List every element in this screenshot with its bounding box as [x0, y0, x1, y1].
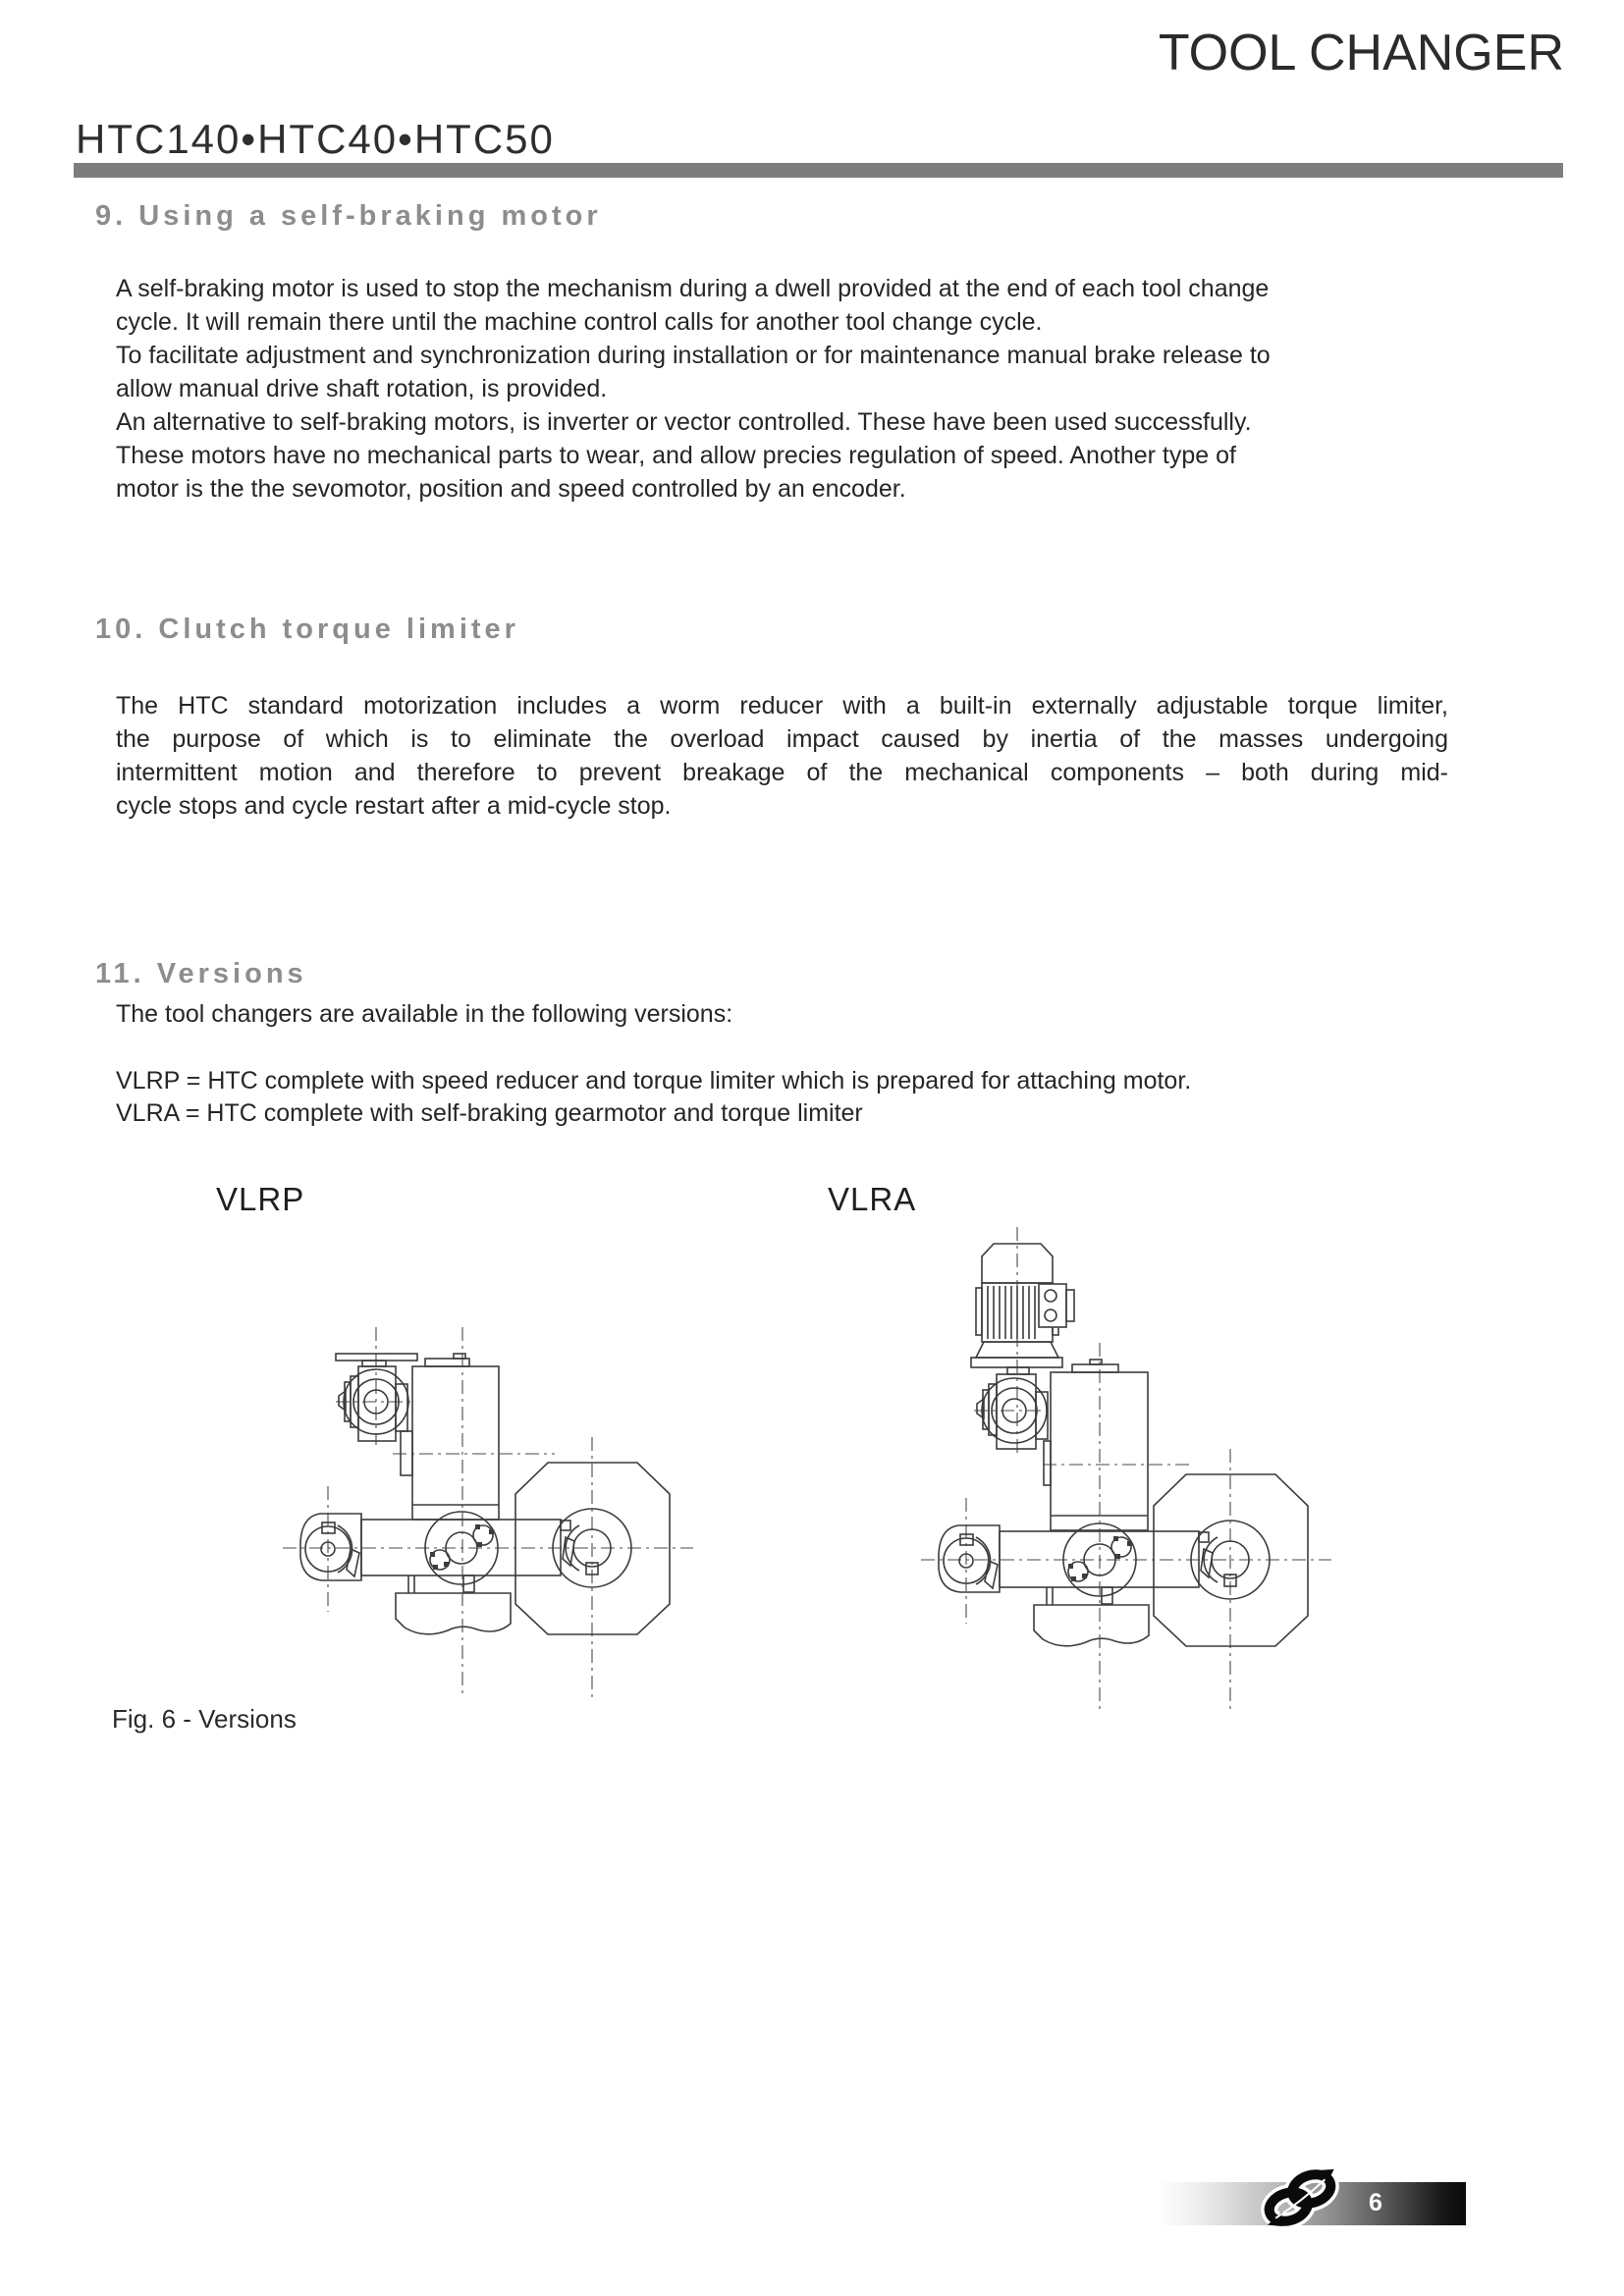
section-10-heading: 10. Clutch torque limiter [95, 614, 519, 645]
vlrp-label: VLRP [216, 1181, 305, 1217]
brand-knot-logo-icon [1245, 2162, 1355, 2234]
vlrp-drawing [283, 1327, 693, 1698]
versions-technical-drawing [275, 1222, 1355, 1728]
model-codes: HTC140•HTC40•HTC50 [76, 116, 555, 162]
section-10-paragraph: The HTC standard motorization includes a worm reducer with a built-in externally adjustable torque limiter, the purpose of which is to eliminate the overload impact caused by inertia of the masses undergoing intermittent motion and therefore to prevent breakage of the mechanical components – both during mid- cycle stops and cycle restart after a mid-cycle stop. [116, 692, 1448, 820]
section-9-paragraph: A self-braking motor is used to stop the mechanism during a dwell provided at the end of each tool change cycle. It will remain there until the machine control calls for another tool change cycle. To facilitate adjustment and synchronization during installation or for maintenance manual brake release to allow manual drive shaft rotation, is provided. An alternative to self-braking motors, is inverter or vector controlled. These have been used successfully. These motors have no mechanical parts to wear, and allow precies regulation of speed. Another type of motor is the the sevomotor, position and speed controlled by an encoder. [116, 275, 1271, 503]
vlra-label: VLRA [828, 1181, 917, 1217]
page-number: 6 [1369, 2189, 1383, 2216]
section-9-heading: 9. Using a self-braking motor [95, 200, 602, 232]
header-rule [74, 163, 1563, 178]
section-11-heading: 11. Versions [95, 958, 307, 989]
gearmotor [971, 1244, 1074, 1374]
page-title: TOOL CHANGER [1158, 25, 1564, 81]
versions-list: VLRP = HTC complete with speed reducer and torque limiter which is prepared for attaching motor. VLRA = HTC complete with self-braking gearmotor and torque limiter [116, 1067, 1192, 1127]
section-11-intro: The tool changers are available in the following versions: [116, 1000, 733, 1028]
vlra-drawing [921, 1227, 1331, 1710]
figure-caption: Fig. 6 - Versions [112, 1704, 297, 1734]
